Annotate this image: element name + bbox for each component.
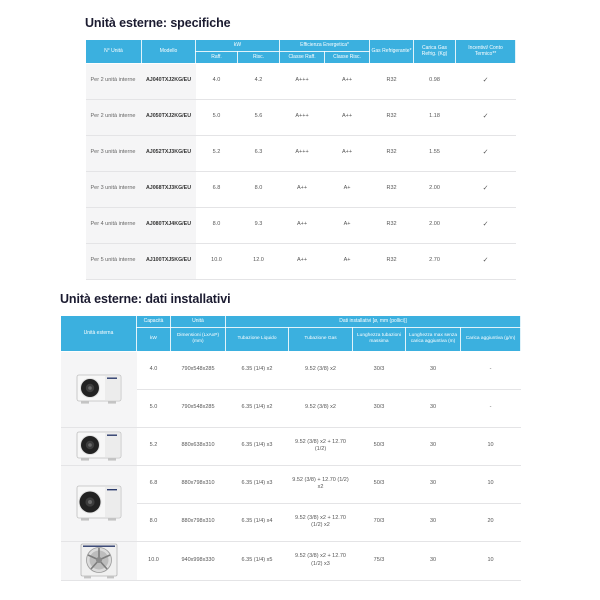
cell-carica-aggiuntiva: 10 [461, 427, 521, 465]
cell-lunghezza-senza-carica: 30 [406, 503, 461, 541]
cell-carica-aggiuntiva: 10 [461, 465, 521, 503]
cell-lunghezza-senza-carica: 30 [406, 389, 461, 427]
cell-dimensioni: 790x548x285 [171, 389, 226, 427]
outdoor-unit-image-cell [61, 541, 137, 580]
cell-carica: 1.55 [414, 135, 456, 171]
section-dati-installativi [60, 292, 520, 581]
cell-gas: R32 [370, 243, 414, 279]
install-table [60, 315, 521, 581]
outdoor-unit-image-cell [61, 427, 137, 465]
cell-modello: AJ040TXJ2KG/EU [142, 63, 196, 99]
cell-tubazione-gas: 9.52 (3/8) x2 + 12.70 (1/2) x2 [289, 503, 353, 541]
specs-table [85, 39, 516, 280]
header-row-group [61, 316, 521, 328]
cell-classe-raff: A+++ [280, 99, 325, 135]
col-header-carica-gas: Carica Gas Refrig. (Kg) [414, 40, 456, 64]
cell-tubazione-liquido: 6.35 (1/4) x5 [226, 541, 289, 580]
cell-classe-raff: A+++ [280, 135, 325, 171]
cell-kw-raff: 6.8 [196, 171, 238, 207]
col-header-lunghezza-massima: Lunghezza tubazioni massima [353, 327, 406, 351]
table-row [86, 63, 516, 99]
checkmark-icon: ✓ [456, 171, 516, 207]
cell-carica-aggiuntiva: - [461, 389, 521, 427]
table-row [61, 465, 521, 503]
cell-tubazione-liquido: 6.35 (1/4) x3 [226, 427, 289, 465]
cell-tubazione-gas: 9.52 (3/8) x2 + 12.70 (1/2) [289, 427, 353, 465]
cell-carica: 2.00 [414, 207, 456, 243]
cell-gas: R32 [370, 99, 414, 135]
table-row [86, 135, 516, 171]
col-header-kw: kW [137, 327, 171, 351]
cell-classe-raff: A++ [280, 207, 325, 243]
col-header-carica-aggiuntiva: Carica aggiuntiva (g/m) [461, 327, 521, 351]
cell-carica-aggiuntiva: 20 [461, 503, 521, 541]
col-header-dati-installativi-group: Dati installativi [ø, mm (pollici)] [226, 316, 521, 328]
col-header-tubazione-liquido: Tubazione Liquido [226, 327, 289, 351]
cell-capacita: 10.0 [137, 541, 171, 580]
cell-carica: 2.70 [414, 243, 456, 279]
cell-n-unita: Per 4 unità interne [86, 207, 142, 243]
table-row [61, 541, 521, 580]
cell-kw-risc: 9.3 [238, 207, 280, 243]
section-title-dati-installativi: Unità esterne: dati installativi [60, 292, 231, 306]
col-header-tubazione-gas: Tubazione Gas [289, 327, 353, 351]
col-header-modello: Modello [142, 40, 196, 64]
cell-dimensioni: 880x798x310 [171, 465, 226, 503]
table-row [61, 427, 521, 465]
checkmark-icon: ✓ [456, 63, 516, 99]
cell-classe-risc: A++ [325, 135, 370, 171]
specs-table-header [86, 40, 516, 64]
cell-kw-risc: 4.2 [238, 63, 280, 99]
cell-gas: R32 [370, 63, 414, 99]
cell-dimensioni: 790x548x285 [171, 351, 226, 389]
cell-dimensioni: 880x798x310 [171, 503, 226, 541]
cell-lunghezza-massima: 50/3 [353, 427, 406, 465]
cell-carica: 1.18 [414, 99, 456, 135]
col-header-incentivi: Incentivi/ Conto Termico** [456, 40, 516, 64]
cell-lunghezza-senza-carica: 30 [406, 541, 461, 580]
cell-modello: AJ068TXJ3KG/EU [142, 171, 196, 207]
cell-modello: AJ050TXJ2KG/EU [142, 99, 196, 135]
col-header-kw-raff: Raff. [196, 51, 238, 63]
cell-carica-aggiuntiva: 10 [461, 541, 521, 580]
col-header-unita-group: Unità [171, 316, 226, 328]
col-header-kw-group: kW [196, 40, 280, 52]
col-header-classe-raff: Classe Raff. [280, 51, 325, 63]
col-header-classe-risc: Classe Risc. [325, 51, 370, 63]
table-row [61, 351, 521, 389]
section-specifiche [85, 16, 515, 280]
outdoor-unit-image-cell [61, 351, 137, 427]
col-header-capacita: Capacità [137, 316, 171, 328]
cell-kw-raff: 5.0 [196, 99, 238, 135]
col-header-unita-esterna: Unità esterna [61, 316, 137, 352]
outdoor-unit-image [76, 430, 122, 462]
cell-dimensioni: 940x998x330 [171, 541, 226, 580]
cell-n-unita: Per 3 unità interne [86, 135, 142, 171]
table-row [86, 99, 516, 135]
cell-n-unita: Per 2 unità interne [86, 99, 142, 135]
cell-lunghezza-massima: 30/3 [353, 351, 406, 389]
cell-classe-risc: A+ [325, 207, 370, 243]
cell-classe-risc: A++ [325, 63, 370, 99]
col-header-kw-risc: Risc. [238, 51, 280, 63]
cell-tubazione-liquido: 6.35 (1/4) x2 [226, 351, 289, 389]
cell-carica: 2.00 [414, 171, 456, 207]
section-title-specifiche: Unità esterne: specifiche [85, 16, 231, 30]
cell-carica-aggiuntiva: - [461, 351, 521, 389]
cell-kw-raff: 10.0 [196, 243, 238, 279]
col-header-gas: Gas Refrigerante* [370, 40, 414, 64]
cell-modello: AJ100TXJ5KG/EU [142, 243, 196, 279]
checkmark-icon: ✓ [456, 135, 516, 171]
cell-lunghezza-massima: 50/3 [353, 465, 406, 503]
col-header-efficienza-group: Efficienza Energetica* [280, 40, 370, 52]
cell-kw-risc: 12.0 [238, 243, 280, 279]
cell-classe-raff: A++ [280, 243, 325, 279]
cell-modello: AJ080TXJ4KG/EU [142, 207, 196, 243]
cell-lunghezza-senza-carica: 30 [406, 351, 461, 389]
cell-gas: R32 [370, 207, 414, 243]
table-row [86, 171, 516, 207]
cell-capacita: 4.0 [137, 351, 171, 389]
cell-gas: R32 [370, 135, 414, 171]
cell-kw-risc: 5.6 [238, 99, 280, 135]
checkmark-icon: ✓ [456, 207, 516, 243]
cell-classe-raff: A++ [280, 171, 325, 207]
cell-lunghezza-massima: 75/3 [353, 541, 406, 580]
cell-classe-raff: A+++ [280, 63, 325, 99]
cell-n-unita: Per 5 unità interne [86, 243, 142, 279]
col-header-n-unita: N° Unità [86, 40, 142, 64]
outdoor-unit-image-cell [61, 465, 137, 541]
col-header-lunghezza-senza-carica: Lunghezza max senza carica aggiuntiva (m) [406, 327, 461, 351]
cell-gas: R32 [370, 171, 414, 207]
cell-capacita: 5.2 [137, 427, 171, 465]
cell-tubazione-gas: 9.52 (3/8) + 12.70 (1/2) x2 [289, 465, 353, 503]
cell-tubazione-liquido: 6.35 (1/4) x2 [226, 389, 289, 427]
cell-tubazione-gas: 9.52 (3/8) x2 [289, 389, 353, 427]
cell-carica: 0.98 [414, 63, 456, 99]
cell-dimensioni: 880x638x310 [171, 427, 226, 465]
cell-tubazione-liquido: 6.35 (1/4) x4 [226, 503, 289, 541]
cell-kw-raff: 8.0 [196, 207, 238, 243]
checkmark-icon: ✓ [456, 243, 516, 279]
cell-kw-risc: 8.0 [238, 171, 280, 207]
cell-kw-raff: 4.0 [196, 63, 238, 99]
cell-kw-risc: 6.3 [238, 135, 280, 171]
cell-tubazione-gas: 9.52 (3/8) x2 + 12.70 (1/2) x3 [289, 541, 353, 580]
cell-classe-risc: A+ [325, 171, 370, 207]
install-table-header [61, 316, 521, 352]
checkmark-icon: ✓ [456, 99, 516, 135]
cell-classe-risc: A+ [325, 243, 370, 279]
cell-capacita: 8.0 [137, 503, 171, 541]
header-row-group [86, 40, 516, 52]
col-header-dimensioni: Dimensioni (LxAxP) (mm) [171, 327, 226, 351]
outdoor-unit-image [76, 372, 122, 406]
cell-lunghezza-senza-carica: 30 [406, 427, 461, 465]
cell-lunghezza-massima: 30/3 [353, 389, 406, 427]
cell-capacita: 6.8 [137, 465, 171, 503]
cell-modello: AJ052TXJ3KG/EU [142, 135, 196, 171]
cell-capacita: 5.0 [137, 389, 171, 427]
cell-n-unita: Per 3 unità interne [86, 171, 142, 207]
outdoor-unit-image [76, 483, 122, 523]
table-row [86, 243, 516, 279]
cell-lunghezza-senza-carica: 30 [406, 465, 461, 503]
cell-tubazione-gas: 9.52 (3/8) x2 [289, 351, 353, 389]
cell-tubazione-liquido: 6.35 (1/4) x3 [226, 465, 289, 503]
outdoor-unit-image [79, 543, 119, 579]
cell-lunghezza-massima: 70/3 [353, 503, 406, 541]
cell-kw-raff: 5.2 [196, 135, 238, 171]
cell-n-unita: Per 2 unità interne [86, 63, 142, 99]
cell-classe-risc: A++ [325, 99, 370, 135]
table-row [86, 207, 516, 243]
